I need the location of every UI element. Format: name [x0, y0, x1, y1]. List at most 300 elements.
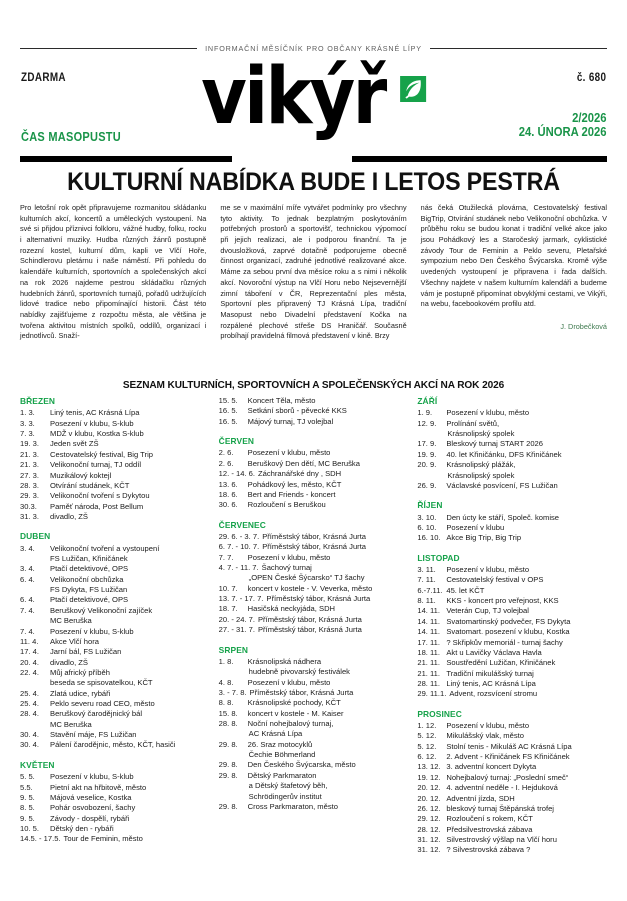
event-date: 22. 4.: [20, 667, 39, 677]
tagline: ČAS MASOPUSTU: [21, 130, 122, 144]
event-description-continued: MC Beruška: [50, 719, 92, 729]
publication-logo: [200, 52, 427, 142]
event-description: 26. Sraz motocyklů: [247, 739, 313, 749]
event-description: koncert v kostele - V. Veverka, město: [247, 583, 373, 593]
event-date: 4. 7. - 11. 7.: [218, 563, 259, 572]
event-date: 12. - 14. 6.: [218, 469, 255, 479]
event-row: [219, 459, 411, 469]
issue-date: 24. ÚNORA 2026: [518, 124, 606, 139]
event-description: Otvírání studánek, KČT: [50, 480, 130, 490]
event-date: 18. 7.: [218, 604, 238, 614]
event-description: Silvestrovský výšlap na Vlčí horu: [446, 834, 557, 844]
event-row: [20, 471, 212, 481]
event-date: 15. 8.: [218, 708, 238, 718]
event-date: 14. 11.: [417, 616, 441, 626]
event-row: [417, 825, 609, 835]
event-description-continued: MC Beruška: [50, 616, 92, 626]
event-date: 7. 11.: [417, 575, 436, 585]
article-text-1: Pro letošní rok opět připravujeme rozmanitou skládanku kulturních akcí, koncertů a uměleckých vystoupení. Na své si přijdou příznivci folkloru, vážné hudby, folku, rocku i alternativní muziky. Hudba různých žánrů postupně rozezní kostel, kulturní dům, kapli ve Vlčí Hoře, Schindlerovu pletárnu i naše náměstí. Při pohledu do kalendáře kulturních, sportovních a společenských akcí na rok 2026 najdeme pestrou skládačku různých hudebních žánrů, sportovních turnajů, pořadů udržujících lidové tradice nebo připomínající historii. Část této nabídky zajišťujeme z rozpočtu města, ale většina je tvořena aktivitou místních spolků, oddílů, organizací i jednotlivců. Snaží-: [20, 203, 207, 341]
event-date: 1. 3.: [20, 408, 35, 418]
event-date: 28. 3.: [20, 480, 39, 490]
event-date: 7. 4.: [20, 605, 35, 615]
logo-wordmark: vikýř: [200, 52, 385, 142]
event-date: 14. 11.: [417, 627, 441, 637]
event-row: [417, 731, 609, 741]
event-date: 28. 12.: [417, 824, 441, 834]
event-date: 13. 12.: [417, 762, 441, 772]
event-date: 3. 4.: [20, 564, 35, 574]
event-row: [20, 460, 212, 470]
leaf-icon: [400, 76, 426, 102]
event-row: [417, 658, 609, 668]
listing-title: SEZNAM KULTURNÍCH, SPORTOVNÍCH A SPOLEČENSKÝCH AKCÍ NA ROK 2026: [122, 380, 505, 391]
event-description: Pietní akt na hřbitově, město: [50, 782, 147, 792]
event-row: [417, 783, 609, 793]
event-description: Paměť národa, Post Bellum: [50, 501, 144, 511]
event-date: 12. 9.: [417, 418, 437, 428]
event-date: 30. 4.: [20, 740, 39, 750]
event-row: [219, 469, 411, 479]
kicker-text: INFORMAČNÍ MĚSÍČNÍK PRO OBČANY KRÁSNÉ LÍPY: [205, 44, 422, 53]
event-row: [417, 513, 609, 523]
event-date: 20. 4.: [20, 657, 39, 667]
event-description: Ptačí detektivové, OPS: [50, 564, 129, 574]
event-row: [417, 669, 609, 679]
event-date: 6. 4.: [20, 595, 35, 605]
event-row: [20, 481, 212, 491]
event-date: 30. 6.: [218, 500, 238, 510]
events-column-3: [417, 396, 609, 856]
month-block: [20, 760, 212, 845]
event-description: Akt u Lavičky Václava Havla: [446, 647, 542, 657]
event-date: 27. - 31. 7.: [218, 625, 255, 635]
event-row: [417, 419, 609, 429]
event-date: 27. 3.: [20, 470, 39, 480]
event-row: [219, 594, 411, 604]
event-description: Příměstský tábor, Krásná Jurta: [262, 542, 367, 552]
event-row: [417, 689, 609, 699]
event-date: 13. 7. - 17. 7.: [218, 594, 264, 604]
event-description: ? Silvestrovská zábava ?: [446, 845, 531, 855]
event-date: 25. 4.: [20, 688, 39, 698]
event-description: Pálení čarodějnic, město, KČT, hasiči: [50, 740, 176, 750]
event-description-continued: hudebně pivovarský festiválek: [248, 667, 350, 677]
event-date: 6. 7. - 10. 7.: [218, 542, 260, 552]
event-row: [219, 417, 411, 427]
month-heading: SRPEN: [218, 644, 249, 655]
event-row: [417, 804, 609, 814]
event-date: 28. 4.: [20, 709, 39, 719]
event-row: [417, 408, 609, 418]
month-block: [219, 436, 411, 511]
event-description: Posezení v klubu, S-klub: [50, 418, 134, 428]
event-date: 18. 11.: [417, 647, 441, 657]
event-description: Beruškový čarodějnický bál: [50, 709, 143, 719]
event-row: [219, 625, 411, 635]
event-date: 17. 4.: [20, 647, 39, 657]
event-row: [219, 760, 411, 770]
event-row: [20, 502, 212, 512]
event-date: 8. 5.: [20, 803, 35, 813]
event-date: 5. 12.: [417, 741, 437, 751]
event-description: Muzikálový koktejl: [50, 470, 112, 480]
event-row: [219, 740, 411, 750]
event-description: Velikonoční tvoření s Dykytou: [50, 491, 150, 501]
event-description: Zlatá udice, rybáři: [50, 688, 111, 698]
event-row: [417, 450, 609, 460]
month-heading: BŘEZEN: [20, 396, 56, 406]
event-description: Bleskový turnaj START 2026: [446, 439, 544, 449]
event-description: Cestovatelský festival, Big Trip: [50, 449, 153, 459]
event-row: [219, 553, 411, 563]
event-description-continued: „OPEN České Šýcarsko“ TJ šachy: [248, 573, 365, 583]
event-description: divadlo, ZŠ: [50, 511, 88, 521]
event-date: 31. 12.: [417, 834, 441, 844]
event-row: [417, 648, 609, 658]
article-body: [20, 203, 607, 342]
event-row: [20, 793, 212, 803]
event-description: Posezení v klubu, město: [446, 408, 530, 418]
event-date: 18. 6.: [218, 489, 238, 499]
event-date: 1. 8.: [218, 656, 234, 666]
event-description: Krásnolipská nádhera: [247, 656, 322, 666]
event-description: MDŽ v klubu, Kostka S-klub: [50, 429, 144, 439]
event-date: 14.5. - 17.5.: [20, 834, 61, 844]
event-description: Příměstský tábor, Krásná Jurta: [262, 531, 367, 541]
event-description: Ptačí detektivové, OPS: [50, 595, 129, 605]
event-row: [20, 491, 212, 501]
event-row: [20, 772, 212, 782]
event-description: Posezení v klubu, město: [247, 552, 331, 562]
event-date: 29. 8.: [218, 760, 238, 770]
event-description: Závody - dospělí, rybáři: [50, 813, 130, 823]
event-date: 2. 6.: [218, 458, 234, 468]
event-row: [417, 460, 609, 470]
event-date: 7. 7.: [218, 552, 234, 562]
event-date: 3. - 7. 8.: [218, 687, 247, 697]
month-block: [417, 709, 609, 856]
event-row: [417, 814, 609, 824]
event-description: Májový turnaj, TJ volejbal: [247, 416, 334, 426]
issue-period: 2/2026: [571, 111, 606, 125]
event-description: Cross Parkmaraton, město: [247, 801, 338, 811]
event-description: Tour de Feminin, město: [63, 834, 143, 844]
event-row: [219, 584, 411, 594]
event-row: [219, 500, 411, 510]
event-description: Příměstský tábor, Krásná Jurta: [257, 614, 362, 624]
event-date: 9. 5.: [20, 813, 35, 823]
event-description: Stolní tenis - Mikuláš AC Krásná Lípa: [446, 741, 572, 751]
event-row: [20, 408, 212, 418]
event-row: [417, 617, 609, 627]
event-date: 15. 5.: [218, 396, 238, 405]
event-row: [20, 824, 212, 834]
event-row: [417, 794, 609, 804]
event-date: 6. 12.: [417, 752, 437, 762]
event-description: Adventní jízda, SDH: [446, 793, 515, 803]
event-date: 7. 3.: [20, 429, 35, 439]
event-row: [219, 604, 411, 614]
event-description: Posezení v klubu, S-klub: [50, 772, 134, 782]
event-description-continued: a Dětský štafetový běh,: [248, 781, 328, 791]
event-date: 4. 8.: [218, 677, 234, 687]
event-date: 20. 9.: [417, 460, 437, 470]
event-row: [20, 564, 212, 574]
events-column-1: [20, 396, 212, 856]
event-date: 3. 10.: [417, 512, 437, 522]
event-row: [20, 658, 212, 668]
event-row: [219, 563, 411, 573]
event-date: 30.3.: [20, 501, 37, 511]
event-date: 9. 5.: [20, 792, 35, 802]
event-description: Májová veselice, Kostka: [50, 792, 132, 802]
event-row: [417, 575, 609, 585]
event-row: [20, 689, 212, 699]
event-description: Posezení v klubu, město: [247, 677, 331, 687]
event-description: Jarní bál, FS Lužičan: [50, 647, 122, 657]
event-row: [20, 803, 212, 813]
event-description: Setkání sborů - pěvecké KKS: [247, 406, 347, 416]
event-row: [20, 606, 212, 616]
event-date: 31. 3.: [20, 511, 39, 521]
event-row: [20, 439, 212, 449]
event-description: 2. Advent - Křiničánek FS Křiničánek: [446, 752, 570, 762]
event-description-continued: Krásnolipský spolek: [447, 470, 515, 480]
event-date: 11. 4.: [20, 636, 39, 646]
event-date: 2. 6.: [218, 448, 234, 458]
event-date: 21. 11.: [417, 668, 441, 678]
event-description: Beruškový Den dětí, MC Beruška: [247, 458, 360, 468]
event-date: 6.-7.11.: [417, 585, 443, 595]
event-row: [417, 638, 609, 648]
event-row: [219, 709, 411, 719]
event-row: [417, 439, 609, 449]
event-description: KKS - koncert pro veřejnost, KKS: [446, 596, 559, 606]
event-date: 29. 11.1.: [417, 689, 447, 699]
event-description: Bert and Friends - koncert: [247, 489, 336, 499]
event-description: Hasičská neckyjáda, SDH: [247, 604, 336, 614]
event-date: 6. 4.: [20, 574, 35, 584]
kicker-rule-left: [20, 48, 197, 49]
event-description: bleskový turnaj Štěpánská trofej: [446, 803, 554, 813]
event-row: [219, 396, 411, 406]
event-description: Pohár osvobození, šachy: [50, 803, 136, 813]
article-column-3: [421, 203, 607, 342]
masthead: [20, 52, 607, 160]
event-row: [417, 565, 609, 575]
event-description: Tradiční mikulášský turnaj: [446, 668, 534, 678]
month-heading: ČERVENEC: [218, 519, 266, 530]
month-heading: PROSINEC: [417, 708, 462, 719]
event-description: koncert v kostele - M. Kaiser: [247, 708, 344, 718]
event-description: Jeden svět ZŠ: [50, 439, 99, 449]
event-date: 3. 3.: [20, 418, 35, 428]
masthead-rule-left: [20, 156, 232, 162]
event-row: [20, 627, 212, 637]
event-row: [417, 845, 609, 855]
issue-number: č. 680: [576, 72, 606, 84]
event-description: Svatomart. posezení v klubu, Kostka: [446, 627, 570, 637]
event-description: 4. adventní neděle - I. Hejduková: [446, 783, 558, 793]
event-row: [219, 688, 411, 698]
article-text-3: nás čeká Otužilecká plovárna, Cestovatelský festival BigTrip, Otvírání studánek nebo Velikonoční obchůzka. V průběhu roku se budou konat i tradiční velké akce jako jsou Pohádkový les a Staročeský jarmark, cyklistické závody Tour de Feminin a Peklo severu, Pletařské sympozium nebo Den Českého Švýcarska. Kromě výše uvedených vystoupení je připravena i řada dalších. Všechny najdete v našem kulturním kalendáři a budeme vám je postupně připomínat obvyklými cestami, ve Vikýři, na webu, facebookovém profilu atd.: [420, 203, 607, 309]
event-row: [219, 532, 411, 542]
event-description: Záchranářské dny , SDH: [257, 469, 342, 479]
event-date: 29. 12.: [417, 814, 441, 824]
month-heading: LISTOPAD: [417, 552, 460, 563]
month-heading: ZÁŘÍ: [417, 396, 438, 406]
event-row: [20, 419, 212, 429]
event-description: Koncert Těla, město: [247, 396, 316, 405]
event-description: Václavské posvícení, FS Lužičan: [446, 480, 558, 490]
event-row: [219, 657, 411, 667]
event-date: 16. 10.: [417, 533, 441, 543]
event-date: 30. 4.: [20, 730, 39, 740]
event-row: [20, 834, 212, 844]
event-description: Rozloučení s rokem, KČT: [446, 814, 533, 824]
free-label: ZDARMA: [21, 72, 66, 84]
event-row: [417, 742, 609, 752]
event-row: [219, 448, 411, 458]
event-row: [20, 429, 212, 439]
event-description: Stavění máje, FS Lužičan: [50, 730, 137, 740]
event-row: [219, 480, 411, 490]
event-date: 5.5.: [20, 782, 33, 792]
event-date: 5. 12.: [417, 731, 437, 741]
events-column-2: [219, 396, 411, 856]
event-description-continued: Čechie Böhmerland: [248, 750, 316, 760]
event-row: [20, 450, 212, 460]
event-description: Pohádkový les, město, KČT: [247, 479, 342, 489]
event-description: Veterán Cup, TJ volejbal: [446, 606, 529, 616]
event-description: Liný tenis, AC Krásná Lípa: [446, 678, 536, 688]
month-block: [20, 396, 212, 522]
event-row: [20, 740, 212, 750]
event-date: 7. 4.: [20, 626, 35, 636]
issue-date-block: [518, 112, 606, 139]
event-date: 29. 3.: [20, 491, 39, 501]
event-row: [20, 709, 212, 719]
event-row: [219, 771, 411, 781]
event-description: Krásnolipské pochody, KČT: [247, 698, 341, 708]
event-description: Cestovatelský festival v OPS: [446, 575, 544, 585]
event-row: [417, 762, 609, 772]
event-date: 26. 12.: [417, 803, 441, 813]
event-description: Příměstský tábor, Krásná Jurta: [257, 625, 362, 635]
month-heading: DUBEN: [20, 531, 51, 542]
event-description: Rozloučení s Beruškou: [247, 500, 326, 510]
month-block: [219, 396, 411, 427]
month-block: [219, 520, 411, 636]
event-date: 21. 3.: [20, 460, 39, 470]
event-description: 45. let KČT: [446, 585, 485, 595]
event-row: [417, 627, 609, 637]
event-description: Dětský Parkmaraton: [247, 770, 317, 780]
event-description: Advent, rozsvícení stromu: [449, 689, 538, 699]
event-date: 20. 12.: [417, 793, 441, 803]
event-date: 20. 12.: [417, 783, 441, 793]
event-row: [219, 406, 411, 416]
event-date: 17. 11.: [417, 637, 441, 647]
event-row: [417, 596, 609, 606]
event-date: 3. 4.: [20, 543, 35, 553]
event-row: [219, 542, 411, 552]
event-description: Velikonoční obchůzka: [50, 574, 124, 584]
event-row: [417, 679, 609, 689]
event-description: Posezení v klubu: [446, 522, 505, 532]
event-date: 29. 8.: [218, 739, 238, 749]
event-date: 25. 4.: [20, 699, 39, 709]
event-description: Akce Vlčí hora: [50, 636, 99, 646]
event-row: [219, 698, 411, 708]
event-date: 1. 9.: [417, 408, 433, 418]
event-description: Beruškový Velikonoční zajíček: [50, 605, 153, 615]
event-row: [219, 615, 411, 625]
article-column-1: [20, 203, 206, 342]
event-date: 29. 8.: [218, 770, 238, 780]
event-description: Velikonoční tvoření a vystoupení: [50, 543, 160, 553]
event-date: 20. - 24. 7.: [218, 614, 255, 624]
event-description: Den Českého Švýcarska, město: [247, 760, 356, 770]
event-row: [417, 835, 609, 845]
event-row: [417, 773, 609, 783]
event-description: Liný tenis, AC Krásná Lípa: [50, 408, 140, 418]
event-date: 8. 11.: [417, 596, 436, 606]
event-description: Peklo severu road CEO, město: [50, 699, 155, 709]
event-date: 28. 8.: [218, 719, 238, 729]
event-row: [219, 802, 411, 812]
event-description: Svatomartinský podvečer, FS Dykyta: [446, 616, 571, 626]
event-date: 28. 11.: [417, 678, 441, 688]
event-description-continued: Krásnolipský spolek: [447, 429, 515, 439]
event-row: [417, 721, 609, 731]
event-row: [20, 575, 212, 585]
masthead-rule-right: [352, 156, 607, 162]
event-description: 40. let Křiničánku, DFS Křiničánek: [446, 449, 562, 459]
event-date: 10. 5.: [20, 823, 39, 833]
event-row: [417, 481, 609, 491]
event-date: 16. 5.: [218, 406, 238, 416]
event-row: [20, 512, 212, 522]
event-date: 10. 7.: [218, 583, 238, 593]
event-description-continued: AC Krásná Lípa: [248, 729, 303, 739]
event-description: Den úcty ke stáří, Společ. komise: [446, 512, 560, 522]
event-date: 14. 11.: [417, 606, 441, 616]
event-date: 5. 5.: [20, 772, 35, 782]
event-description: Prolínání světů,: [446, 418, 500, 428]
event-date: 21. 11.: [417, 658, 441, 668]
event-row: [219, 719, 411, 729]
article-column-2: [220, 203, 406, 342]
event-row: [219, 490, 411, 500]
event-description: Velikonoční turnaj, TJ oddíl: [50, 460, 142, 470]
event-description: Krásnolipský plážák,: [446, 460, 516, 470]
event-description: Posezení v klubu, město: [446, 721, 530, 730]
event-description: ? Skřipkův memoriál - turnaj šachy: [446, 637, 563, 647]
event-row: [20, 814, 212, 824]
event-row: [417, 752, 609, 762]
event-date: 29. 8.: [218, 801, 238, 811]
event-description: Příměstský tábor, Krásná Jurta: [249, 687, 354, 697]
event-row: [20, 544, 212, 554]
event-description: Předsilvestrovská zábava: [446, 824, 533, 834]
event-date: 13. 6.: [218, 479, 238, 489]
event-row: [417, 523, 609, 533]
event-date: 16. 5.: [218, 416, 238, 426]
event-description-continued: FS Lužičan, Křiničánek: [50, 554, 128, 563]
event-description: Posezení v klubu, město: [247, 448, 331, 458]
event-date: 6. 10.: [417, 522, 437, 532]
